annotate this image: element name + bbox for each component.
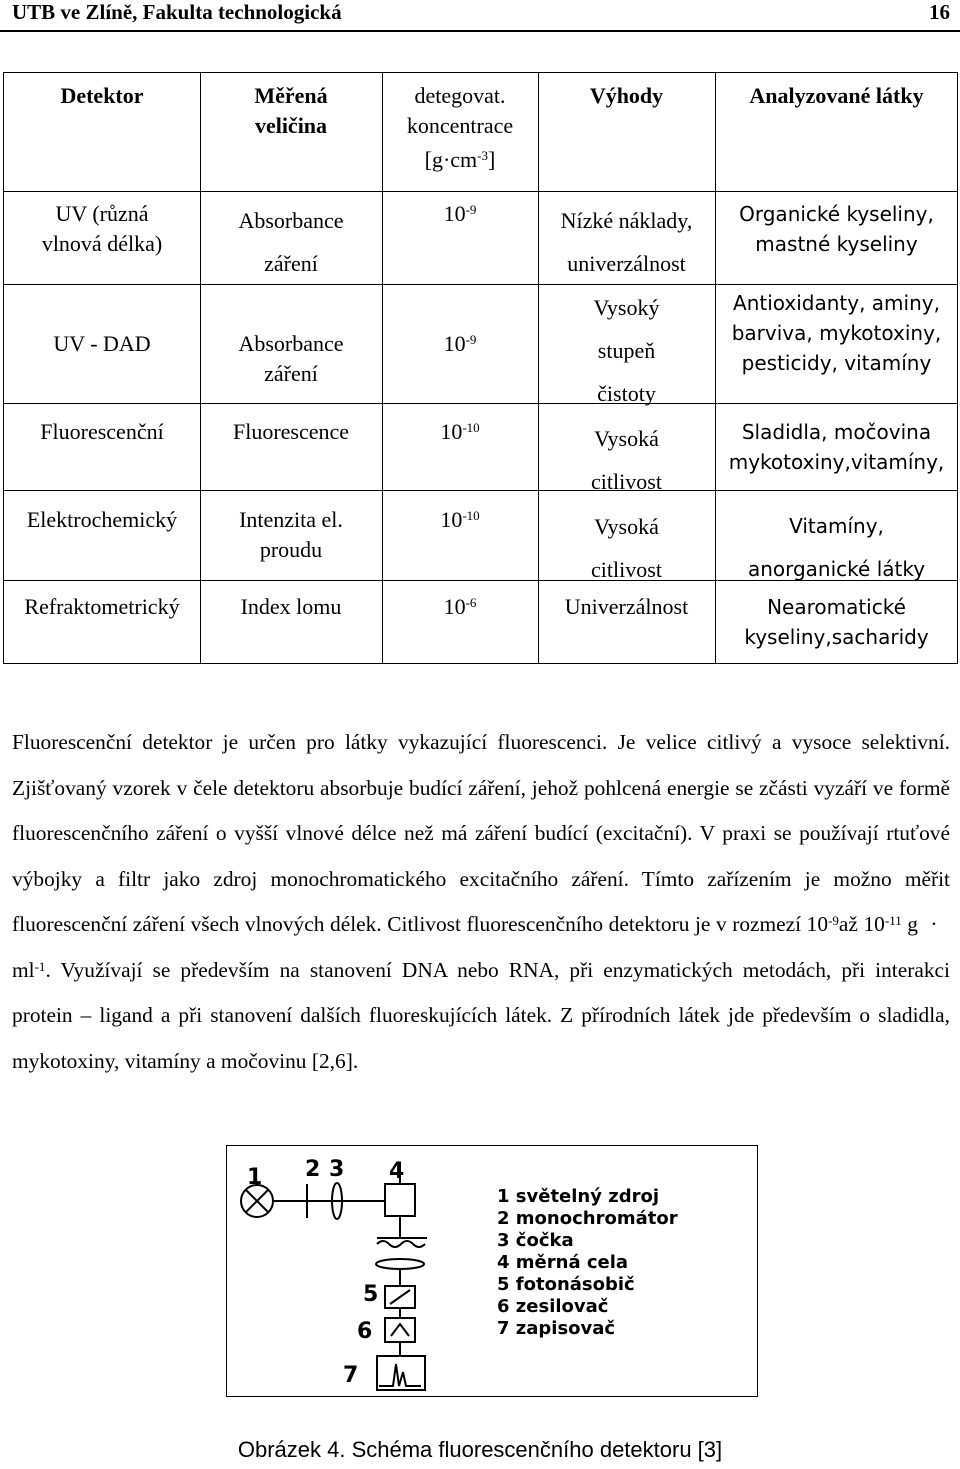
table-cell: Vysoká citlivost xyxy=(591,426,662,494)
table-cell: Univerzálnost xyxy=(564,594,689,619)
table-cell: $10^{-9}$ xyxy=(443,201,477,226)
figure-number: 6 xyxy=(357,1319,373,1344)
table-cell: Nízké náklady, univerzálnost xyxy=(560,208,693,276)
table-cell: Fluorescenční xyxy=(40,419,164,444)
table-cell: Vitamíny, anorganické látky xyxy=(747,514,926,581)
header-concentration: detegovat. koncentrace $[g\cdot cm^{-3}]$ xyxy=(406,83,514,172)
legend-item: 2 monochromátor xyxy=(497,1208,678,1229)
body-paragraph: Fluorescenční detektor je určen pro látky vykazující fluorescenci. Je velice citlivý a vysoce selektivní. Zjišťovaný vzorek v čele detektoru absorbuje budící záření, jehož pohlcená energie se zčásti vyzáří ve formě fluorescenčního záření o vyšší vlnové délce než má záření budící (excitační). V praxi se používají rtuťové výbojky a filtr jako zdroj monochromatického excitačního záření. Tímto zařízením je možno měřit fluorescenční záření všech vlnových délek. Citlivost fluorescenčního detektoru je v rozmezí $10^{-9}až$ $10^{-11}$ $g \cdot ml^{-1}$. Využívají se především na stanovení DNA nebo RNA, při enzymatických metodách, při interakci protein – ligand a při stanovení dalších fluoreskujících látek. Z přírodních látek jde především o sladidla, mykotoxiny, vitamíny a močovinu [2,6]. xyxy=(12,730,950,1073)
table-cell: $10^{-9}$ xyxy=(443,331,477,356)
header-analytes: Analyzované látky xyxy=(749,83,924,108)
table-cell: Absorbance záření xyxy=(238,208,344,276)
recorder-icon xyxy=(377,1356,425,1390)
table-cell: $10^{-6}$ xyxy=(443,594,477,619)
table-cell: Elektrochemický xyxy=(26,507,178,532)
legend-item: 7 zapisovač xyxy=(497,1318,616,1339)
legend-item: 3 čočka xyxy=(497,1230,574,1251)
table-cell: Organické kyseliny, mastné kyseliny xyxy=(739,202,934,256)
table-cell: Vysoký stupeň čistoty xyxy=(593,295,660,406)
table-divider xyxy=(4,191,957,192)
table-cell: UV - DAD xyxy=(53,331,151,356)
header-advantages: Výhody xyxy=(589,83,664,108)
table-cell: Antioxidanty, aminy, barviva, mykotoxiny, pesticidy, vitamíny xyxy=(731,291,942,375)
schematic-drawing xyxy=(227,1146,757,1396)
header-measured: Měřená veličina xyxy=(254,83,328,138)
figure-number: 1 xyxy=(247,1165,263,1190)
page-number: 16 xyxy=(929,0,950,24)
table-cell: $10^{-10}$ xyxy=(440,507,480,532)
table-cell: Fluorescence xyxy=(232,419,350,444)
table-cell: Nearomatické kyseliny,sacharidy xyxy=(744,595,929,649)
legend-item: 6 zesilovač xyxy=(497,1296,609,1317)
figure-number: 5 xyxy=(363,1282,379,1307)
table-divider xyxy=(4,490,957,491)
legend-item: 4 měrná cela xyxy=(497,1252,629,1273)
table-cell: Refraktometrický xyxy=(24,594,180,619)
table-cell: Intenzita el. proudu xyxy=(239,507,343,562)
table-cell: UV (různá vlnová délka) xyxy=(41,201,163,256)
legend-item: 1 světelný zdroj xyxy=(497,1186,660,1207)
table-cell: Index lomu xyxy=(240,594,342,619)
header-title: UTB ve Zlíně, Fakulta technologická xyxy=(12,0,342,24)
filter-wave-icon xyxy=(377,1241,425,1247)
figure-number: 4 xyxy=(389,1159,405,1184)
lens-icon xyxy=(376,1259,424,1269)
table-cell: Vysoká citlivost xyxy=(591,514,662,582)
table-cell: Sladidla, močovina mykotoxiny,vitamíny, xyxy=(728,420,945,474)
figure-number: 7 xyxy=(343,1363,359,1388)
figure-caption: Obrázek 4. Schéma fluorescenčního detektoru [3] xyxy=(237,1437,723,1462)
table-divider xyxy=(4,403,957,404)
amplifier-icon xyxy=(385,1318,415,1342)
table-cell: Absorbance záření xyxy=(238,331,344,386)
figure-number: 3 xyxy=(329,1157,345,1182)
detector-table xyxy=(3,72,958,664)
page-header xyxy=(0,0,960,32)
header-detector: Detektor xyxy=(60,83,144,108)
table-divider xyxy=(4,284,957,285)
measuring-cell-icon xyxy=(385,1184,415,1216)
figure-number: 2 xyxy=(305,1157,321,1182)
detector-schematic-figure xyxy=(226,1145,758,1397)
legend-item: 5 fotonásobič xyxy=(497,1274,635,1295)
table-cell: $10^{-10}$ xyxy=(440,419,480,444)
